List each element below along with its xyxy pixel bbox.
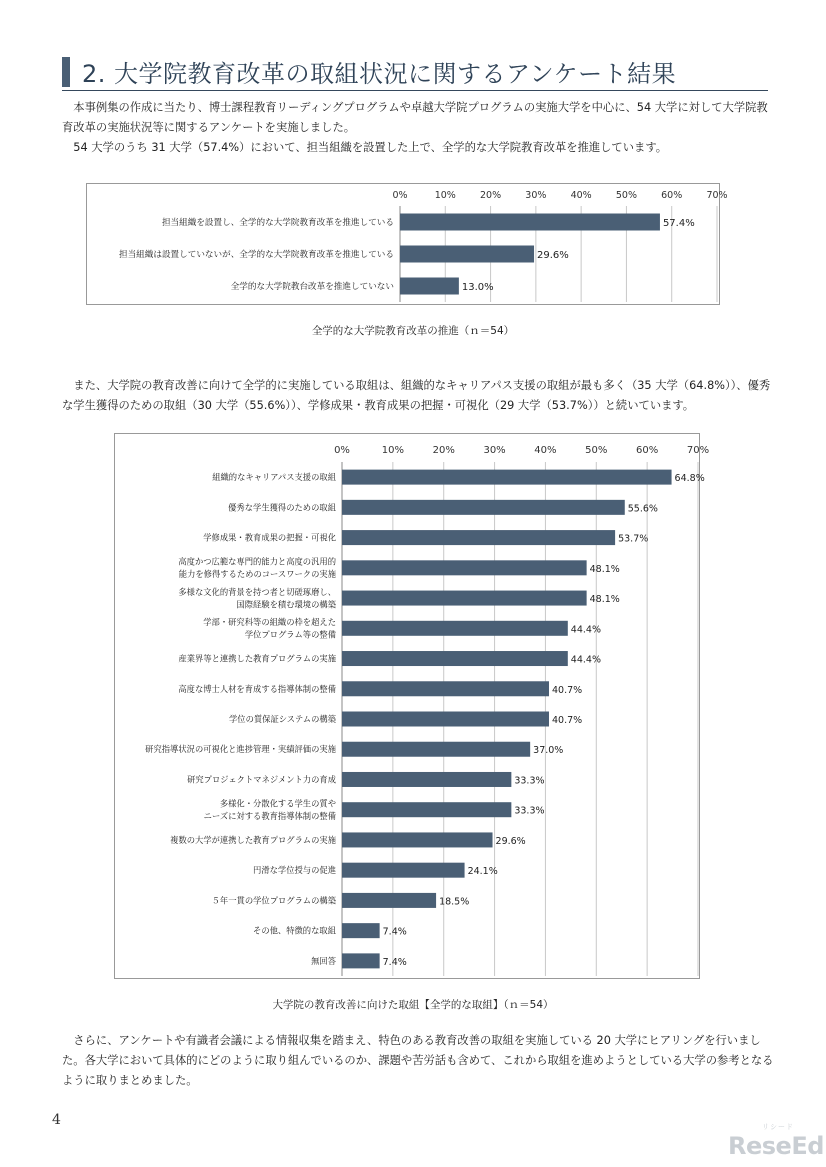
tick-label: 40%: [570, 190, 592, 201]
value-label: 29.6%: [537, 250, 569, 261]
category-label: 円滑な学位授与の促進: [253, 865, 336, 876]
value-label: 48.1%: [589, 594, 620, 606]
value-label: 13.0%: [461, 282, 494, 293]
value-label: 33.3%: [514, 805, 545, 817]
category-label: 学修成果・教育成果の把握・可視化: [203, 532, 336, 543]
bar: [342, 651, 568, 666]
tick-label: 50%: [585, 445, 608, 456]
bar: [342, 772, 511, 787]
bar: [342, 681, 549, 696]
category-label: 学位プログラム等の整備: [244, 629, 336, 640]
tick-label: 30%: [483, 445, 506, 456]
category-label: ニーズに対する教育指導体制の整備: [203, 810, 336, 821]
chart-reform-promotion-caption: 全学的な大学院教育改革の推進（ｎ＝54）: [311, 325, 515, 337]
bar: [342, 560, 587, 575]
value-label: 18.5%: [439, 896, 470, 908]
bar: [342, 923, 380, 938]
intro-summary: 54 大学のうち 31 大学（57.4%）において、担当組織を設置した上で、全学的な大学院教育改革を推進しています。: [62, 141, 668, 154]
bar: [342, 530, 615, 545]
tick-label: 40%: [534, 445, 557, 456]
category-label: 能力を修得するためのコースワークの実施: [178, 569, 336, 580]
tick-label: 0%: [334, 445, 350, 456]
category-label: 高度かつ広範な専門的能力と高度の汎用的: [178, 556, 336, 567]
category-label: 組織的なキャリアパス支援の取組: [212, 472, 336, 483]
category-label: 無回答: [311, 955, 336, 966]
value-label: 37.0%: [533, 745, 564, 757]
tick-label: 30%: [525, 190, 547, 201]
category-label: 優秀な学生獲得のための取組: [228, 502, 336, 513]
chart-improvement-initiatives: [114, 433, 710, 979]
category-label: その他、特徴的な取組: [253, 925, 336, 936]
tick-label: 50%: [615, 190, 637, 201]
value-label: 24.1%: [467, 866, 498, 878]
bar: [400, 214, 660, 231]
category-label: 国際経験を積む環境の構築: [236, 599, 336, 610]
tick-label: 10%: [434, 190, 456, 201]
category-label: ５年一貫の学位プログラムの構築: [211, 895, 336, 906]
category-label: 産業界等と連携した教育プログラムの実施: [178, 653, 336, 664]
bar: [342, 802, 511, 817]
heading-accent-bar: [62, 57, 70, 87]
bar: [342, 893, 436, 908]
category-label: 学位の質保証システムの構築: [228, 714, 336, 724]
bar: [400, 246, 534, 263]
category-label: 多様な文化的背景を持つ者と切磋琢磨し、: [178, 586, 336, 597]
logo-text: ReseEd: [728, 1132, 824, 1160]
value-label: 64.8%: [674, 473, 705, 485]
chart-reform-promotion: [86, 183, 728, 305]
category-label: 複数の大学が連携した教育プログラムの実施: [170, 834, 336, 845]
bar: [342, 591, 587, 606]
value-label: 29.6%: [495, 835, 526, 847]
value-label: 57.4%: [662, 218, 695, 229]
category-label: 研究指導状況の可視化と進捗管理・実績評価の実施: [145, 744, 336, 755]
bar: [342, 953, 380, 968]
tick-label: 60%: [636, 445, 659, 456]
bar: [342, 832, 493, 847]
value-label: 53.7%: [618, 533, 649, 545]
section-heading: [62, 52, 768, 91]
tick-label: 10%: [381, 445, 404, 456]
bar: [342, 470, 672, 485]
chart-improvement-initiatives-caption: 大学院の教育改善に向けた取組【全学的な取組】（ｎ＝54）: [272, 999, 554, 1011]
value-label: 33.3%: [514, 775, 545, 787]
category-label: 多様化・分散化する学生の質や: [219, 798, 336, 809]
value-label: 7.4%: [382, 926, 407, 938]
tick-label: 20%: [432, 445, 455, 456]
value-label: 40.7%: [551, 715, 583, 726]
resed-logo: [728, 1123, 824, 1160]
intro-paragraph: 本事例集の作成に当たり、博士課程教育リーディングプログラムや卓越大学院プログラムの実施大学を中心に、54 大学に対して大学院教育改革の実施状況等に関するアンケートを実施しました。: [62, 101, 768, 134]
value-label: 44.4%: [570, 624, 601, 636]
tick-label: 60%: [661, 190, 683, 201]
middle-paragraph: また、大学院の教育改善に向けて全学的に実施している取組は、組織的なキャリアパス支援の取組が最も多く（35 大学（64.8%））、優秀な学生獲得のための取組（30 大学（55.6%））、学修成果・教育成果の把握・可視化（29 大学（53.7%））と続いています。: [62, 379, 771, 412]
category-label: 高度な博士人材を育成する指導体制の整備: [178, 683, 336, 694]
category-label: 研究プロジェクトマネジメント力の育成: [187, 774, 336, 785]
category-label: 学部・研究科等の組織の枠を超えた: [203, 617, 336, 628]
value-label: 48.1%: [589, 563, 620, 575]
category-label: 担当組織を設置し、全学的な大学院教育改革を推進している: [161, 218, 394, 228]
chart-improvement-initiatives-svg: [115, 434, 710, 978]
category-label: 担当組織は設置していないが、全学的な大学院教育改革を推進している: [118, 250, 394, 260]
value-label: 44.4%: [570, 654, 601, 666]
page-number: 4: [52, 1112, 61, 1128]
chart-reform-promotion-svg: [87, 184, 728, 304]
bar: [342, 621, 568, 636]
category-label: 全学的な大学院教台改革を推進していない: [230, 282, 394, 292]
value-label: 7.4%: [382, 956, 407, 968]
tick-label: 70%: [706, 190, 728, 201]
outro-paragraph: さらに、アンケートや有識者会議による情報収集を踏まえ、特色のある教育改善の取組を実施している 20 大学にヒアリングを行いました。各大学において具体的にどのように取り組んでいるのか、課題や苦労話も含めて、これから取組を進めようとしている大学の参考となるように取りまとめました。: [62, 1034, 774, 1087]
tick-label: 70%: [686, 445, 710, 456]
bar: [400, 278, 459, 295]
bar: [342, 500, 625, 515]
section-title: 2. 大学院教育改革の取組状況に関するアンケート結果: [82, 60, 677, 88]
bar: [342, 742, 530, 757]
value-label: 55.6%: [627, 503, 658, 515]
value-label: 40.7%: [551, 684, 583, 696]
bar: [342, 863, 465, 878]
logo-subtext: リシード: [762, 1123, 794, 1131]
tick-label: 20%: [480, 190, 502, 201]
bar: [342, 712, 549, 727]
tick-label: 0%: [392, 190, 408, 201]
